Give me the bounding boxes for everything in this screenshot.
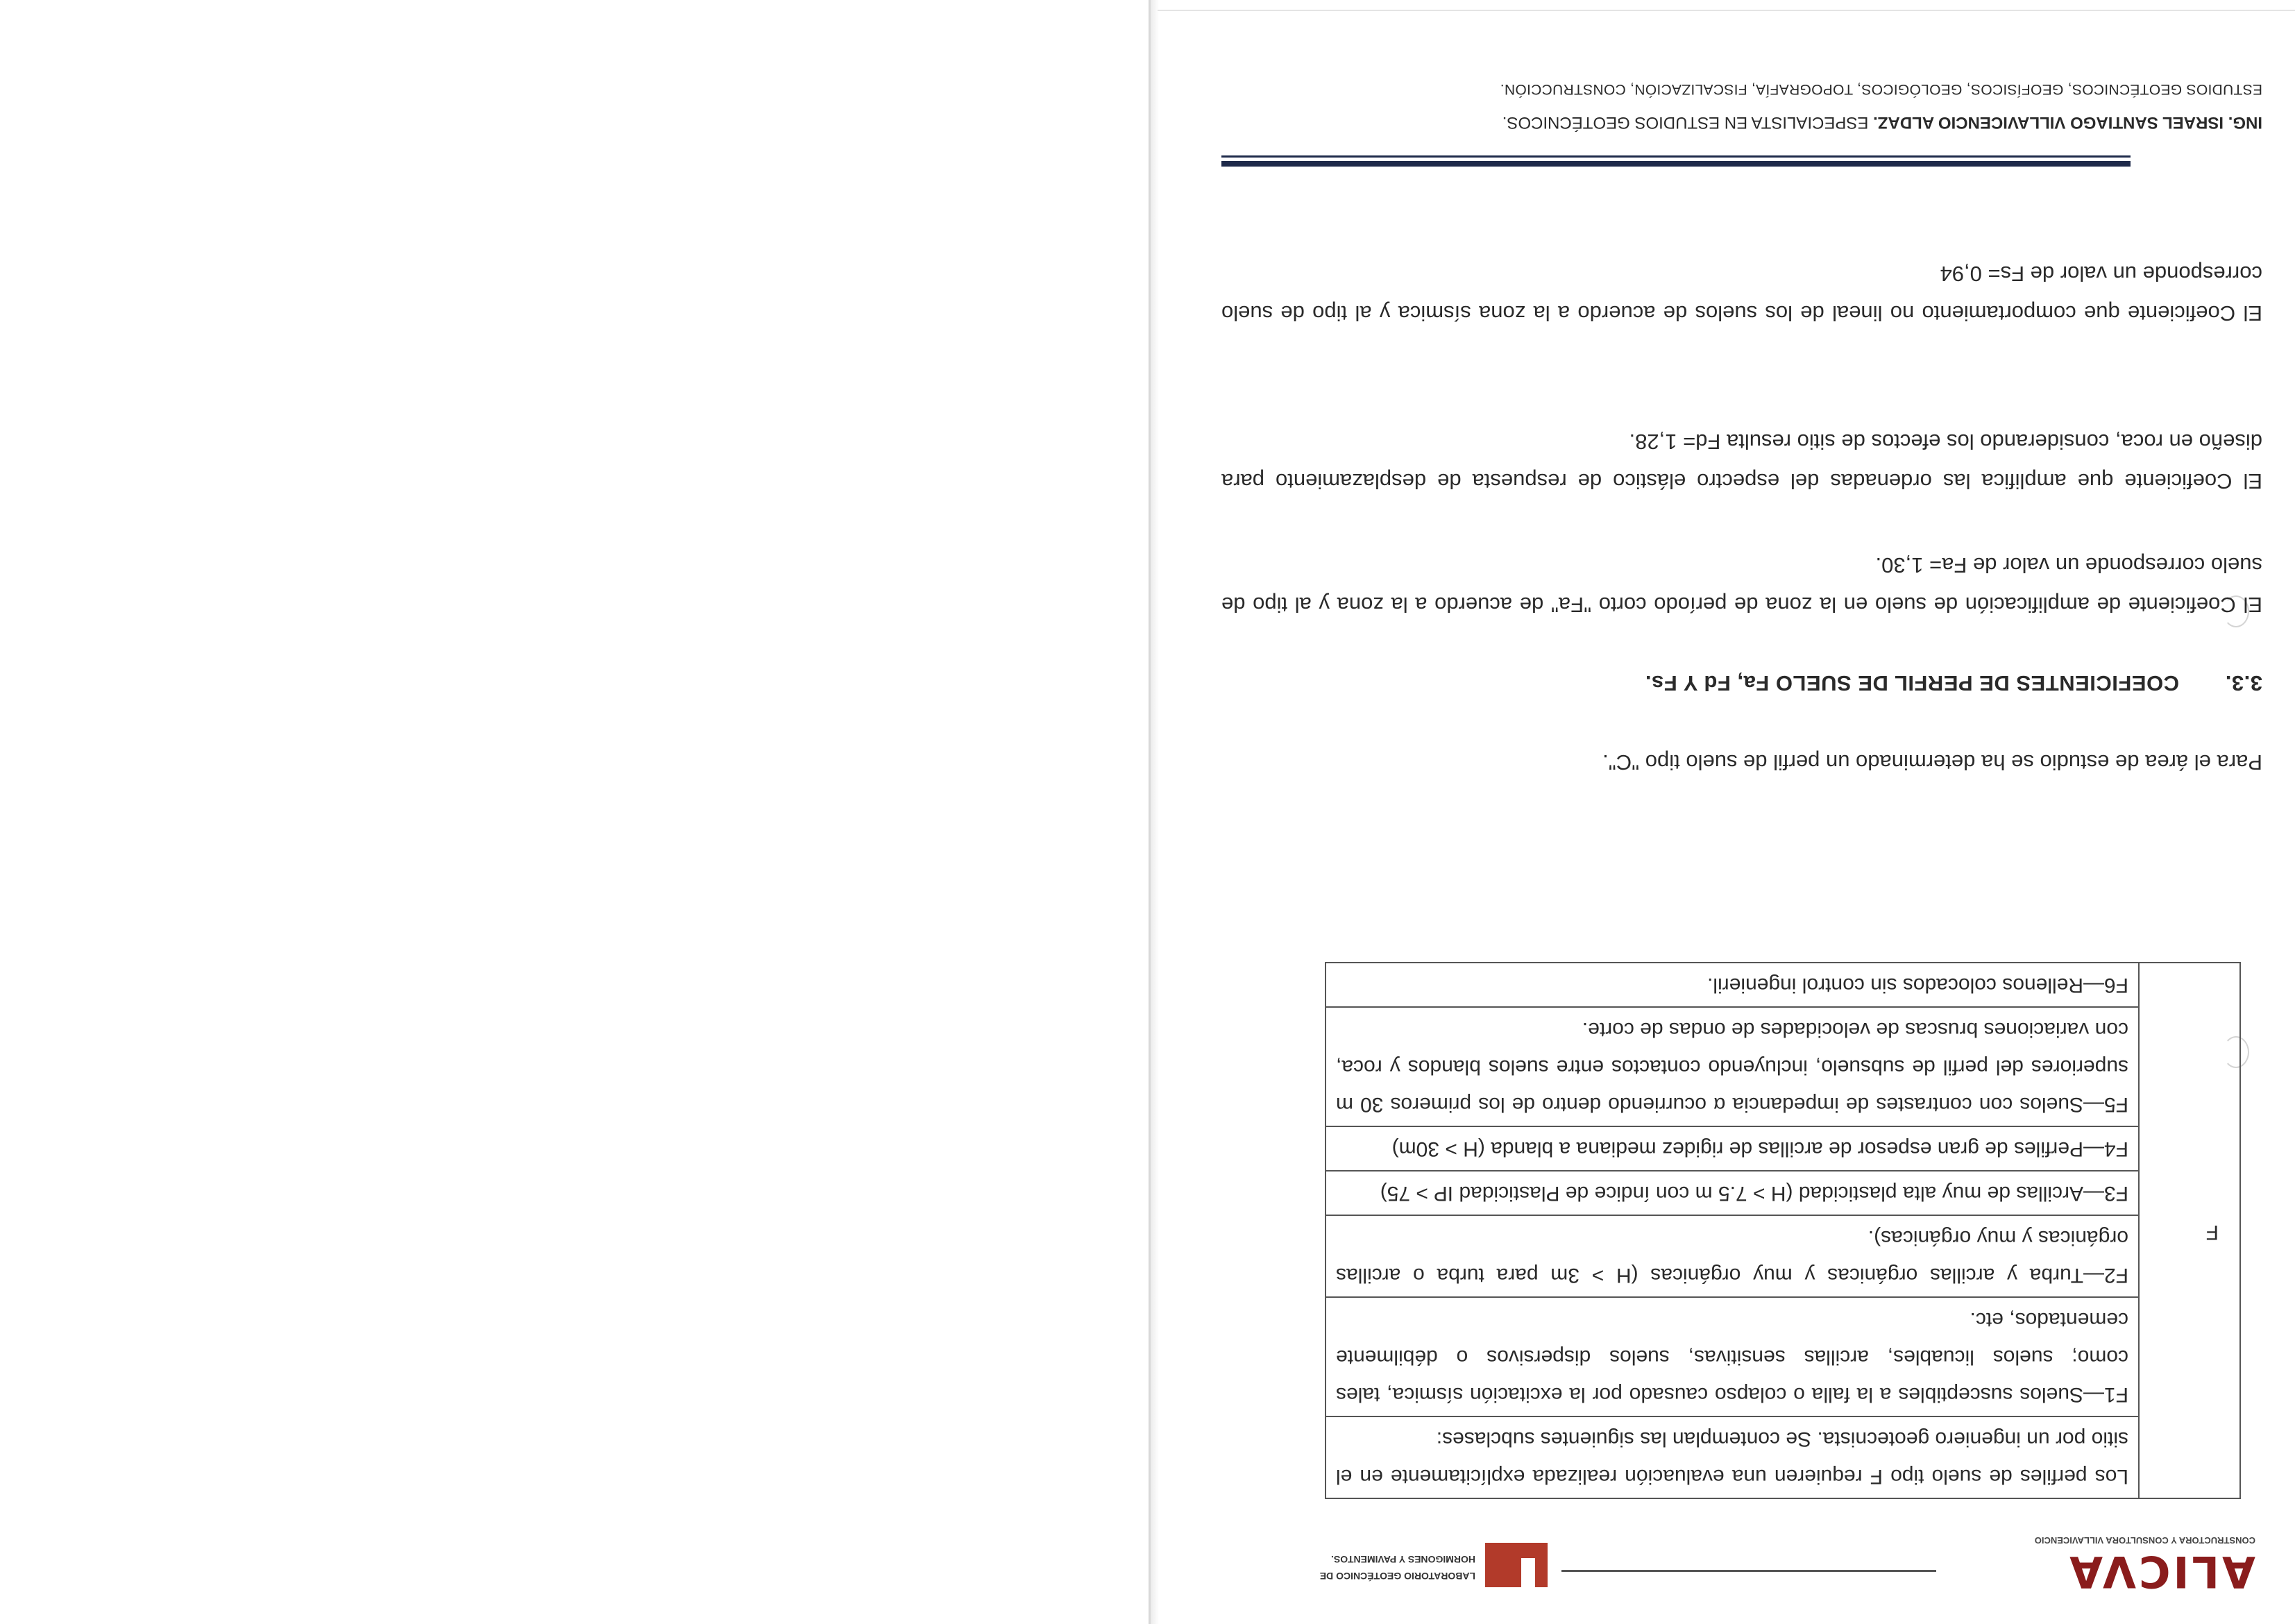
profile-intro-cell: Los perfiles de suelo tipo F requieren una evaluación realizada explícitamente en el sitio por un ingeniero geotecnista. Se contemplan las siguientes subclases:: [1326, 1416, 2139, 1498]
footer-engineer: [1221, 112, 2262, 132]
subclass-f4: F4—Perfiles de gran espesor de arcillas de rigidez mediana a blanda (H > 30m): [1326, 1126, 2139, 1171]
brand-subtitle: CONSTRUCTORA Y CONSULTORA VILLAVICENCIO: [2034, 1535, 2255, 1546]
brand-logo: [1950, 1530, 2255, 1597]
footer-rule-thick: [1221, 161, 2131, 167]
section-number: 3.3.: [2225, 671, 2262, 695]
section-heading: [1645, 670, 2262, 695]
lab-logo-text: [1320, 1551, 1475, 1584]
footer-rules: [1221, 155, 2131, 167]
table-row: [1326, 1007, 2240, 1126]
footer-services: ESTUDIOS GEOTÉCNICOS, GEOFÍSICOS, GEOLÓGICOS, TOPOGRAFÍA, FISCALIZACIÓN, CONSTRUCCIÓN.: [1500, 81, 2262, 97]
soil-type-paragraph: Para el área de estudio se ha determinado un perfil de suelo tipo "C".: [1602, 750, 2262, 775]
header-divider: [1561, 1570, 1936, 1572]
lab-logo: [1228, 1530, 1548, 1593]
table-row: [1326, 1297, 2240, 1416]
subclass-f1: F1—Suelos susceptibles a la falla o colapso causado por la excitación sísmica, tales como; suelos licuables, arcillas sensitivas, suelos dispersivos o débilmente cementados, etc.: [1326, 1297, 2139, 1416]
soil-profile-table: [1325, 962, 2241, 1499]
footer-rule-thin: [1221, 155, 2131, 158]
subclass-f2: F2—Turba y arcillas orgánicas y muy orgánicas (H > 3m para turba o arcillas orgánicas y muy orgánicas).: [1326, 1215, 2139, 1297]
brand-mark: ALICVA: [2067, 1546, 2255, 1597]
lab-logo-icon: [1485, 1543, 1548, 1587]
subclass-f3: F3—Arcillas de muy alta plasticidad (H > 7.5 m con índice de Plasticidad IP > 75): [1326, 1171, 2139, 1215]
table-row: [1326, 1416, 2240, 1498]
footer-engineer-name: ING. ISRAEL SANTIAGO VILLAVICENCIO ALDAZ.: [1873, 113, 2262, 132]
fs-paragraph: El Coeficiente que comportamiento no lineal de los suelos de acuerdo a la zona sísmica y al tipo de suelo corresponde un valor de Fs= 0,94: [1221, 262, 2262, 325]
page-fold-shadow: [1151, 0, 1159, 1624]
subclass-f5: F5—Suelos con contrastes de impedancia α ocurriendo dentro de los primeros 30 m superiores del perfil de subsuelo, incluyendo contactos entre suelos blandos y roca, con variaciones bruscas de velocidades de ondas de corte.: [1326, 1007, 2139, 1126]
subclass-f6: F6—Rellenos colocados sin control ingenieril.: [1326, 963, 2139, 1007]
profile-code-cell: F: [2139, 963, 2240, 1498]
page-header: [1228, 1530, 2255, 1597]
table-row: [1326, 1126, 2240, 1171]
table-row: [1326, 963, 2240, 1007]
lab-line-1: LABORATORIO GEOTÉCNICO DE: [1319, 1571, 1475, 1582]
table-row: [1326, 1215, 2240, 1297]
section-title: COEFICIENTES DE PERFIL DE SUELO Fa, Fd Y Fs.: [1645, 671, 2179, 695]
fa-paragraph: El Coeficiente de amplificación de suelo en la zona de período corto "Fa" de acuerdo a la zona y al tipo de suelo corresponde un valor de Fa= 1,30.: [1221, 553, 2262, 617]
table-row: [1326, 1171, 2240, 1215]
scanned-page-upside-down: [1221, 0, 2262, 1624]
footer-engineer-title: ESPECIALISTA EN ESTUDIOS GEOTÉCNICOS.: [1502, 113, 1874, 132]
fd-paragraph: El Coeficiente que amplifica las ordenadas del espectro elástico de respuesta de desplazamiento para diseño en roca, considerando los efectos de sitio resulta Fd= 1,28.: [1221, 430, 2262, 493]
lab-line-2: HORMIGONES Y PAVIMENTOS.: [1331, 1554, 1475, 1565]
